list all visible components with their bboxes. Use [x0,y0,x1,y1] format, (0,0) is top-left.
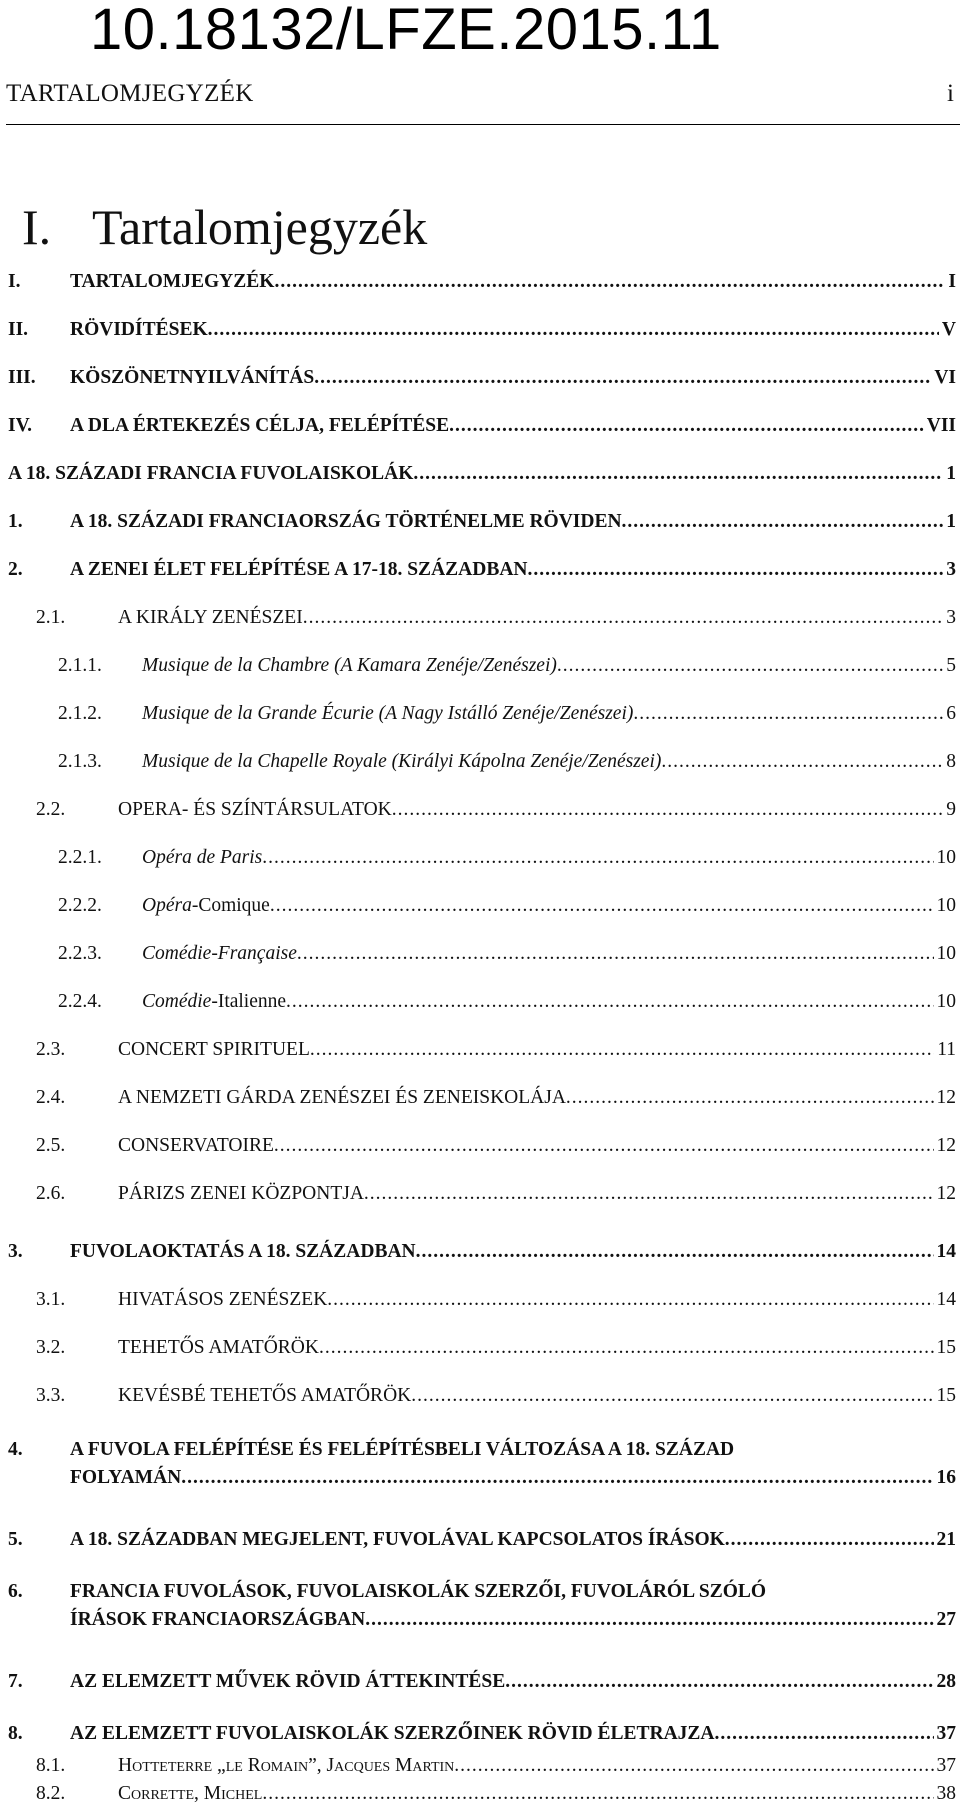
running-header-page-number: i [947,80,954,107]
toc-entry[interactable] [8,556,956,584]
toc-entry-title: HIVATÁSOS ZENÉSZEK [118,1289,328,1310]
toc-entry-number: 2.1.1. [58,655,102,676]
toc-entry-title: PÁRIZS ZENEI KÖZPONTJA [118,1183,364,1204]
toc-leader-dots [566,1084,934,1112]
toc-leader-dots [449,412,924,440]
toc-entry-title: Comédie-Française [142,943,297,964]
toc-leader-dots [528,556,944,584]
toc-entry-title: Hotteterre „le Romain”, Jacques Martin [118,1755,455,1776]
toc-entry-title: TEHETŐS AMATŐRÖK [118,1337,319,1358]
toc-entry-title: A FUVOLA FELÉPÍTÉSE ÉS FELÉPÍTÉSBELI VÁLTOZÁSA A 18. SZÁZAD [70,1439,735,1460]
toc-leader-dots [661,748,943,776]
toc-entry[interactable] [8,1578,956,1634]
toc-leader-dots [310,1036,934,1064]
toc-entry-title-continued: FOLYAMÁN [70,1467,182,1488]
toc-entry-number: 2.2.2. [58,895,102,916]
running-header-title: TARTALOMJEGYZÉK [6,80,254,107]
toc-entry-number: I. [8,271,21,292]
toc-entry-title: AZ ELEMZETT MŰVEK RÖVID ÁTTEKINTÉSE [70,1671,506,1692]
toc-entry-title: Opéra de Paris [142,847,263,868]
toc-entry[interactable] [36,1382,956,1410]
toc-entry[interactable] [8,412,956,440]
toc-entry[interactable] [58,844,956,872]
toc-leader-dots [392,796,944,824]
toc-leader-dots [262,1780,933,1808]
toc-leader-dots [286,988,933,1016]
toc-entry[interactable] [36,1780,956,1808]
toc-leader-dots [327,1286,933,1314]
toc-entry-page: 37 [936,1755,956,1776]
toc-entry-page: VII [926,415,956,436]
toc-entry-title: Musique de la Grande Écurie (A Nagy Istálló Zenéje/Zenészei) [142,703,634,724]
toc-entry-page: 10 [936,943,956,964]
toc-entry-page: 6 [946,703,956,724]
toc-leader-dots [454,1752,933,1780]
toc-entry-page: 28 [936,1671,956,1692]
toc-entry-title [142,892,270,920]
toc-entry-title: TARTALOMJEGYZÉK [70,271,275,292]
toc-entry-title-roman-part: -Italienne [211,991,287,1012]
toc-entry-page: 11 [937,1039,956,1060]
toc-entry-title-roman-part: -Comique [191,895,270,916]
toc-entry[interactable] [36,796,956,824]
toc-entry[interactable] [36,1752,956,1780]
toc-entry-number: 3.3. [36,1385,66,1406]
toc-entry-number: 8. [8,1723,23,1744]
toc-entry-title: A ZENEI ÉLET FELÉPÍTÉSE A 17-18. SZÁZADBAN [70,559,528,580]
toc-entry-number: 5. [8,1529,23,1550]
toc-leader-dots [297,940,934,968]
toc-entry-number: 2.1. [36,607,66,628]
toc-entry-page: 14 [936,1241,956,1262]
toc-entry-title: FUVOLAOKTATÁS A 18. SZÁZADBAN [70,1241,416,1262]
toc-entry-number: 2.2.1. [58,847,102,868]
toc-entry[interactable] [8,364,956,392]
toc-leader-dots [365,1606,933,1634]
toc-entry-page: 1 [946,511,956,532]
toc-entry-title: CONCERT SPIRITUEL [118,1039,310,1060]
toc-entry-title-italic-part: Opéra [142,895,192,916]
toc-entry[interactable] [58,892,956,920]
toc-entry[interactable] [8,1436,956,1492]
toc-entry-title: A KIRÁLY ZENÉSZEI [118,607,303,628]
toc-entry-number: 2. [8,559,23,580]
toc-entry[interactable] [36,1334,956,1362]
toc-leader-dots [274,1132,934,1160]
toc-entry-number: 2.5. [36,1135,66,1156]
toc-entry-number: 1. [8,511,23,532]
toc-entry-page: 27 [936,1609,956,1630]
toc-leader-dots [725,1526,934,1554]
toc-entry[interactable] [58,652,956,680]
toc-entry-number: 3.1. [36,1289,66,1310]
toc-entry-number: 2.1.2. [58,703,102,724]
toc-entry[interactable] [8,1238,956,1266]
chapter-title: Tartalomjegyzék [92,199,428,255]
toc-entry-page: 5 [946,655,956,676]
toc-entry-number: 7. [8,1671,23,1692]
toc-entry-title-continued: ÍRÁSOK FRANCIAORSZÁGBAN [70,1609,366,1630]
toc-leader-dots [413,460,943,488]
toc-entry-number: 2.6. [36,1183,66,1204]
toc-entry[interactable] [36,1036,956,1064]
toc-entry-page: 16 [936,1467,956,1488]
toc-entry-title: KÖSZÖNETNYILVÁNÍTÁS [70,367,315,388]
toc-entry-page: 1 [946,463,956,484]
toc-entry-page: 9 [946,799,956,820]
toc-entry-number: II. [8,319,29,340]
toc-entry[interactable] [8,460,956,488]
toc-leader-dots [557,652,943,680]
toc-entry-page: 15 [936,1385,956,1406]
toc-entry[interactable] [8,1526,956,1554]
toc-entry-title: A NEMZETI GÁRDA ZENÉSZEI ÉS ZENEISKOLÁJA [118,1087,566,1108]
toc-entry-page: 14 [936,1289,956,1310]
toc-entry-number: 6. [8,1581,23,1602]
toc-entry-number: 8.2. [36,1783,66,1804]
toc-leader-dots [208,316,939,344]
toc-entry-page: V [941,319,956,340]
toc-entry-page: I [948,271,956,292]
toc-entry[interactable] [36,1132,956,1160]
toc-entry[interactable] [58,748,956,776]
toc-entry-number: IV. [8,415,33,436]
toc-entry-page: 10 [936,895,956,916]
toc-entry[interactable] [36,1180,956,1208]
toc-entry-page: 8 [946,751,956,772]
toc-entry[interactable] [8,508,956,536]
toc-entry-number: 4. [8,1439,23,1460]
toc-entry-page: 15 [936,1337,956,1358]
toc-entry-title: Musique de la Chapelle Royale (Királyi Kápolna Zenéje/Zenészei) [142,751,662,772]
toc-leader-dots [303,604,944,632]
toc-entry[interactable] [36,604,956,632]
toc-entry-number: 2.4. [36,1087,66,1108]
toc-entry-title: A 18. SZÁZADI FRANCIA FUVOLAISKOLÁK [8,463,414,484]
toc-entry-page: 12 [936,1135,956,1156]
toc-entry[interactable] [8,316,956,344]
toc-leader-dots [505,1668,933,1696]
toc-leader-dots [314,364,931,392]
toc-leader-dots [181,1464,933,1492]
toc-entry-number: 2.1.3. [58,751,102,772]
toc-leader-dots [622,508,944,536]
toc-entry-page: 10 [936,847,956,868]
toc-leader-dots [411,1382,933,1410]
toc-entry-page: 12 [936,1087,956,1108]
toc-entry-number: 2.2. [36,799,66,820]
toc-entry-page: 38 [936,1783,956,1804]
toc-entry-page: 3 [946,559,956,580]
toc-leader-dots [633,700,943,728]
toc-entry-number: 3.2. [36,1337,66,1358]
toc-entry-number: 2.2.4. [58,991,102,1012]
toc-leader-dots [364,1180,934,1208]
toc-entry-page: 37 [936,1723,956,1744]
toc-leader-dots [416,1238,934,1266]
toc-leader-dots [262,844,933,872]
toc-entry-page: 3 [946,607,956,628]
toc-leader-dots [319,1334,934,1362]
toc-entry-title: OPERA- ÉS SZÍNTÁRSULATOK [118,799,392,820]
toc-entry[interactable] [36,1084,956,1112]
doi-identifier: 10.18132/LFZE.2015.11 [90,0,722,62]
toc-entry-title: Corrette, Michel [118,1783,263,1804]
toc-entry-title: AZ ELEMZETT FUVOLAISKOLÁK SZERZŐINEK RÖVID ÉLETRAJZA [70,1723,715,1744]
toc-leader-dots [715,1720,934,1748]
toc-entry-title-italic-part: Comédie [142,991,212,1012]
toc-entry-number: 3. [8,1241,23,1262]
toc-entry[interactable] [8,268,956,296]
toc-entry-number: III. [8,367,36,388]
toc-entry-title: A 18. SZÁZADBAN MEGJELENT, FUVOLÁVAL KAPCSOLATOS ÍRÁSOK [70,1529,725,1550]
toc-entry-number: 8.1. [36,1755,66,1776]
toc-entry-title: Musique de la Chambre (A Kamara Zenéje/Zenészei) [142,655,557,676]
toc-entry-page: 21 [936,1529,956,1550]
toc-entry-number: 2.2.3. [58,943,102,964]
toc-entry-number: 2.3. [36,1039,66,1060]
chapter-number: I. [22,199,52,255]
toc-entry-page: VI [934,367,956,388]
toc-entry[interactable] [36,1286,956,1314]
toc-entry-title: A DLA ÉRTEKEZÉS CÉLJA, FELÉPÍTÉSE [70,415,450,436]
toc-leader-dots [274,268,945,296]
toc-entry-title: FRANCIA FUVOLÁSOK, FUVOLAISKOLÁK SZERZŐI, FUVOLÁRÓL SZÓLÓ [70,1581,767,1602]
toc-entry[interactable] [58,988,956,1016]
toc-entry[interactable] [8,1720,956,1748]
toc-entry-title [142,988,286,1016]
toc-entry-title: A 18. SZÁZADI FRANCIAORSZÁG TÖRTÉNELME RÖVIDEN [70,511,622,532]
toc-entry-title: KEVÉSBÉ TEHETŐS AMATŐRÖK [118,1385,412,1406]
toc-entry-page: 12 [936,1183,956,1204]
toc-entry-title: RÖVIDÍTÉSEK [70,319,208,340]
toc-entry[interactable] [58,940,956,968]
toc-entry-title: CONSERVATOIRE [118,1135,274,1156]
toc-entry[interactable] [58,700,956,728]
toc-leader-dots [270,892,934,920]
toc-entry-page: 10 [936,991,956,1012]
toc-entry[interactable] [8,1668,956,1696]
